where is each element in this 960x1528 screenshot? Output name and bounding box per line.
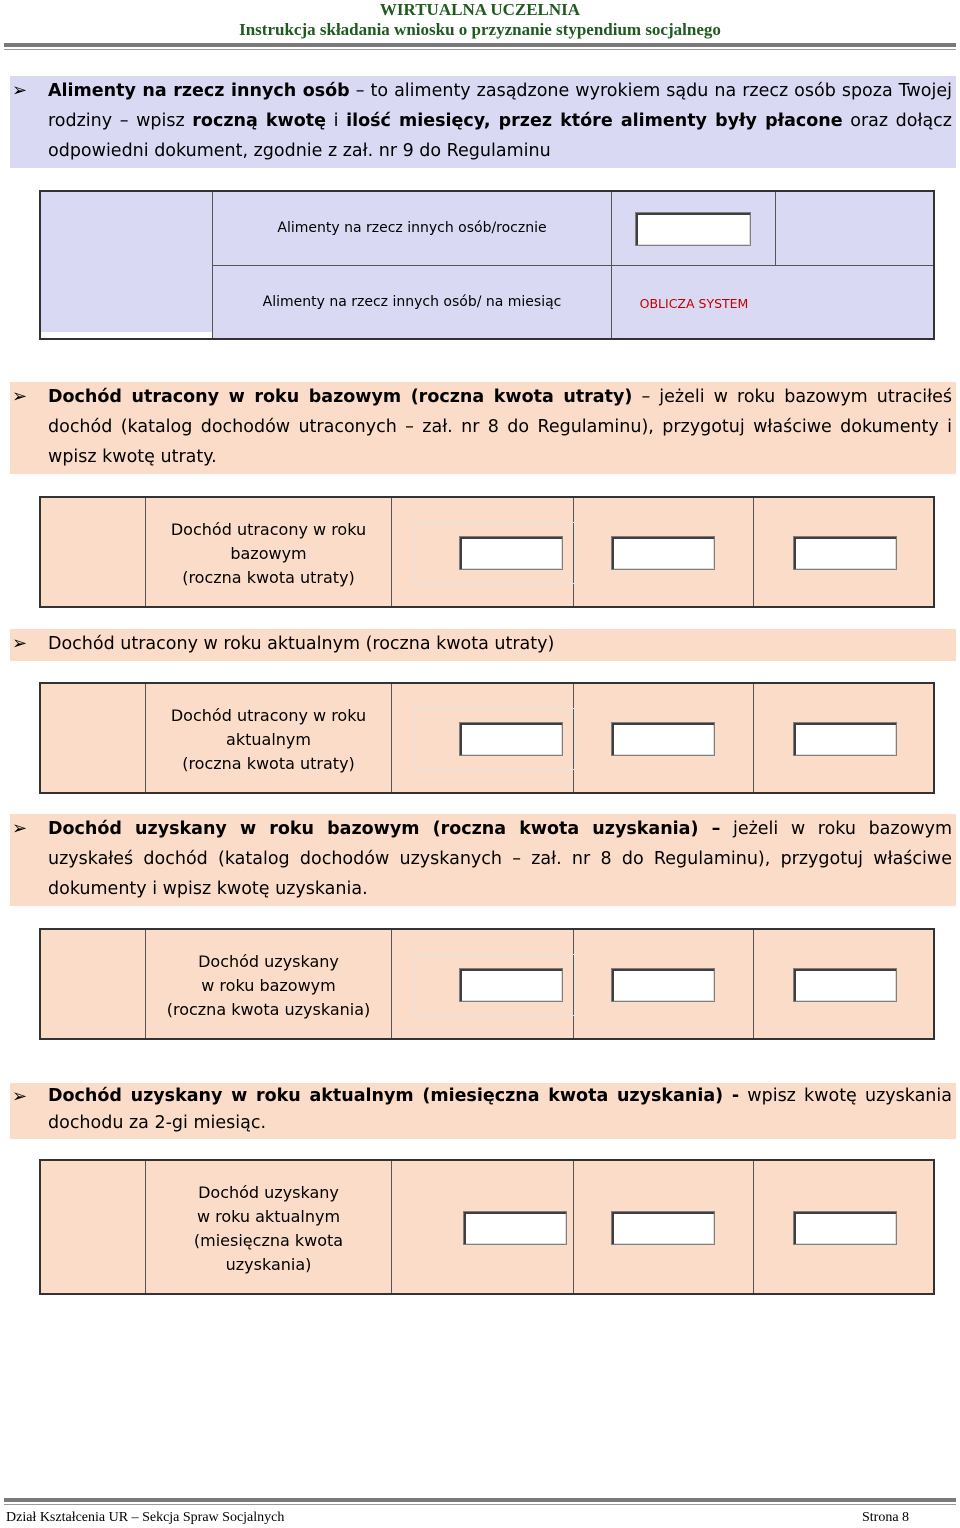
uzyskany-aktualny-info bbox=[10, 1083, 956, 1139]
utracony-aktualny-input-1[interactable] bbox=[459, 722, 563, 756]
utracony-bazowy-label: Dochód utracony w roku bazowym (roczna kwota utraty) bbox=[170, 520, 367, 587]
utracony-aktualny-input-2[interactable] bbox=[611, 722, 715, 756]
utracony-bazowy-form bbox=[39, 496, 935, 608]
header-rule-thin bbox=[4, 49, 956, 50]
alimenty-text: Alimenty na rzecz innych osób – to alimenty zasądzone wyrokiem sądu na rzecz osób spoza Twojej rodziny – wpisz roczną kwotę i ilość miesięcy, przez które alimenty były płacone oraz dołącz odpowiedni dokument, zgodnie z zał. nr 9 do Regulaminu bbox=[48, 81, 952, 161]
uzyskany-bazowy-input-2[interactable] bbox=[611, 968, 715, 1002]
alimenty-monthly-label: Alimenty na rzecz innych osób/ na miesiąc bbox=[262, 294, 562, 310]
alimenty-yearly-label: Alimenty na rzecz innych osób/rocznie bbox=[277, 220, 547, 236]
alimenty-yearly-input[interactable] bbox=[635, 212, 751, 246]
utracony-bazowy-info bbox=[10, 382, 956, 474]
uzyskany-bazowy-info bbox=[10, 814, 956, 906]
uzyskany-aktualny-input-2[interactable] bbox=[611, 1211, 715, 1245]
uzyskany-aktualny-label: Dochód uzyskany w roku aktualnym (miesięczna kwota uzyskania) bbox=[193, 1183, 344, 1274]
arrow-bullet-icon: ➢ bbox=[12, 80, 28, 101]
utracony-aktualny-text: Dochód utracony w roku aktualnym (roczna kwota utraty) bbox=[48, 634, 555, 654]
uzyskany-bazowy-text: Dochód uzyskany w roku bazowym (roczna kwota uzyskania) – jeżeli w roku bazowym uzyskałeś dochód (katalog dochodów uzyskanych – zał. nr 8 do Regulaminu), przygotuj właściwe dokumenty i wpisz kwotę uzyskania. bbox=[48, 819, 953, 899]
footer-page-number: Strona 8 bbox=[862, 1510, 910, 1525]
arrow-bullet-icon: ➢ bbox=[12, 818, 28, 839]
uzyskany-bazowy-input-1[interactable] bbox=[459, 968, 563, 1002]
utracony-aktualny-label: Dochód utracony w roku aktualnym (roczna kwota utraty) bbox=[170, 706, 367, 773]
uzyskany-aktualny-input-1[interactable] bbox=[463, 1211, 567, 1245]
uzyskany-aktualny-input-3[interactable] bbox=[793, 1211, 897, 1245]
uzyskany-bazowy-label: Dochód uzyskany w roku bazowym (roczna kwota uzyskania) bbox=[166, 952, 371, 1019]
alimenty-info bbox=[10, 76, 956, 168]
arrow-bullet-icon: ➢ bbox=[12, 1086, 28, 1107]
utracony-bazowy-input-2[interactable] bbox=[611, 536, 715, 570]
footer-department: Dział Kształcenia UR – Sekcja Spraw Socjalnych bbox=[6, 1510, 285, 1525]
footer-rule bbox=[4, 1498, 956, 1502]
utracony-bazowy-input-3[interactable] bbox=[793, 536, 897, 570]
utracony-aktualny-info bbox=[10, 629, 956, 661]
arrow-bullet-icon: ➢ bbox=[12, 386, 28, 407]
header-title: WIRTUALNA UCZELNIA bbox=[379, 0, 581, 19]
uzyskany-aktualny-text: Dochód uzyskany w roku aktualnym (miesięczna kwota uzyskania) - wpisz kwotę uzyskania dochodu za 2-gi miesiąc. bbox=[48, 1086, 952, 1133]
header-subtitle: Instrukcja składania wniosku o przyznanie stypendium socjalnego bbox=[239, 20, 721, 39]
utracony-bazowy-input-1[interactable] bbox=[459, 536, 563, 570]
header-rule bbox=[4, 43, 956, 47]
alimenty-form bbox=[39, 190, 935, 340]
utracony-bazowy-text: Dochód utracony w roku bazowym (roczna kwota utraty) – jeżeli w roku bazowym utraciłeś dochód (katalog dochodów utraconych – zał. nr 8 do Regulaminu), przygotuj właściwe dokumenty i wpisz kwotę utraty. bbox=[48, 387, 952, 467]
uzyskany-bazowy-form bbox=[39, 928, 935, 1040]
arrow-bullet-icon: ➢ bbox=[12, 633, 28, 654]
utracony-aktualny-form bbox=[39, 682, 935, 794]
uzyskany-bazowy-input-3[interactable] bbox=[793, 968, 897, 1002]
uzyskany-aktualny-form bbox=[39, 1159, 935, 1295]
footer-rule-thin bbox=[4, 1504, 956, 1505]
system-computed-label: OBLICZA SYSTEM bbox=[639, 296, 749, 311]
utracony-aktualny-input-3[interactable] bbox=[793, 722, 897, 756]
